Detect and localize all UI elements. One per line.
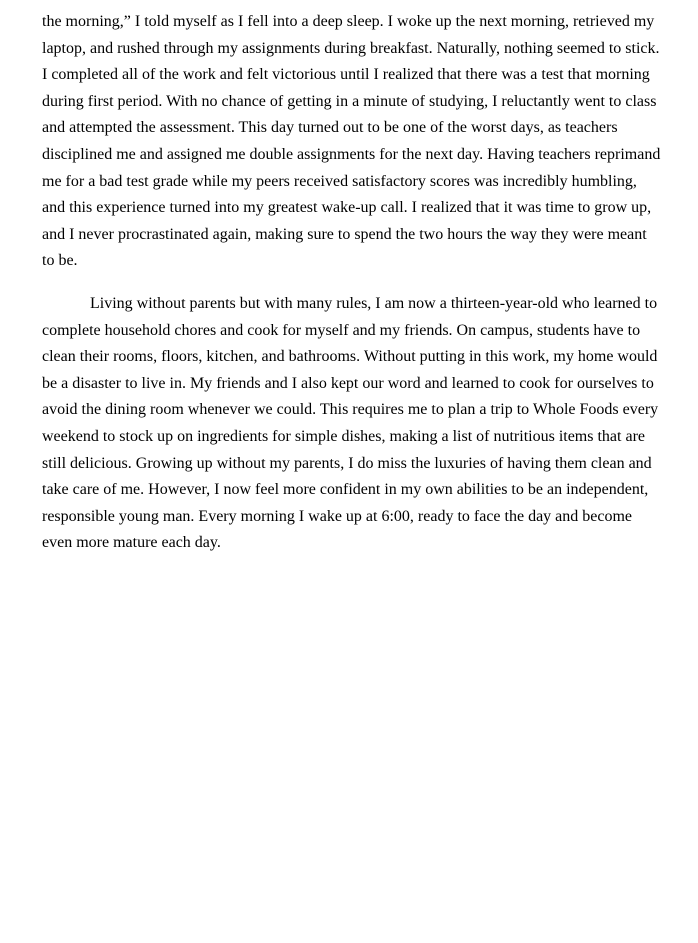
paragraph-1 xyxy=(42,9,662,275)
text-line: laptop, and rushed through my assignments during breakfast. Naturally, nothing seemed to stick. xyxy=(42,39,660,57)
text-line: avoid the dining room whenever we could. This requires me to plan a trip to Whole Foods every xyxy=(42,401,659,419)
text-line: Living without parents but with many rules, I am now a thirteen-year-old who learned to xyxy=(90,294,658,312)
text-line: and this experience turned into my greatest wake-up call. I realized that it was time to grow up, xyxy=(42,199,652,217)
text-line: and I never procrastinated again, making sure to spend the two hours the way they were meant xyxy=(42,225,647,243)
document-page xyxy=(42,9,662,557)
text-line: responsible young man. Every morning I wake up at 6:00, ready to face the day and become xyxy=(42,507,633,525)
text-line: weekend to stock up on ingredients for simple dishes, making a list of nutritious items that are xyxy=(42,427,645,445)
text-line: complete household chores and cook for myself and my friends. On campus, students have to xyxy=(42,321,641,339)
text-line: even more mature each day. xyxy=(42,534,221,552)
text-line: during first period. With no chance of getting in a minute of studying, I reluctantly went to class xyxy=(42,92,657,110)
text-line: and attempted the assessment. This day turned out to be one of the worst days, as teachers xyxy=(42,119,618,137)
text-line: disciplined me and assigned me double assignments for the next day. Having teachers reprimand xyxy=(42,145,661,163)
text-line: to be. xyxy=(42,252,78,270)
paragraph-2 xyxy=(42,291,662,557)
text-line: I completed all of the work and felt victorious until I realized that there was a test that morning xyxy=(42,66,650,84)
text-line: take care of me. However, I now feel more confident in my own abilities to be an independent, xyxy=(42,481,649,499)
text-line: still delicious. Growing up without my parents, I do miss the luxuries of having them clean and xyxy=(42,454,652,472)
text-line: clean their rooms, floors, kitchen, and bathrooms. Without putting in this work, my home would xyxy=(42,348,658,366)
text-line: the morning,” I told myself as I fell into a deep sleep. I woke up the next morning, retrieved my xyxy=(42,13,655,30)
text-line: me for a bad test grade while my peers received satisfactory scores was incredibly humbling, xyxy=(42,172,637,190)
text-line: be a disaster to live in. My friends and I also kept our word and learned to cook for ourselves to xyxy=(42,374,654,392)
